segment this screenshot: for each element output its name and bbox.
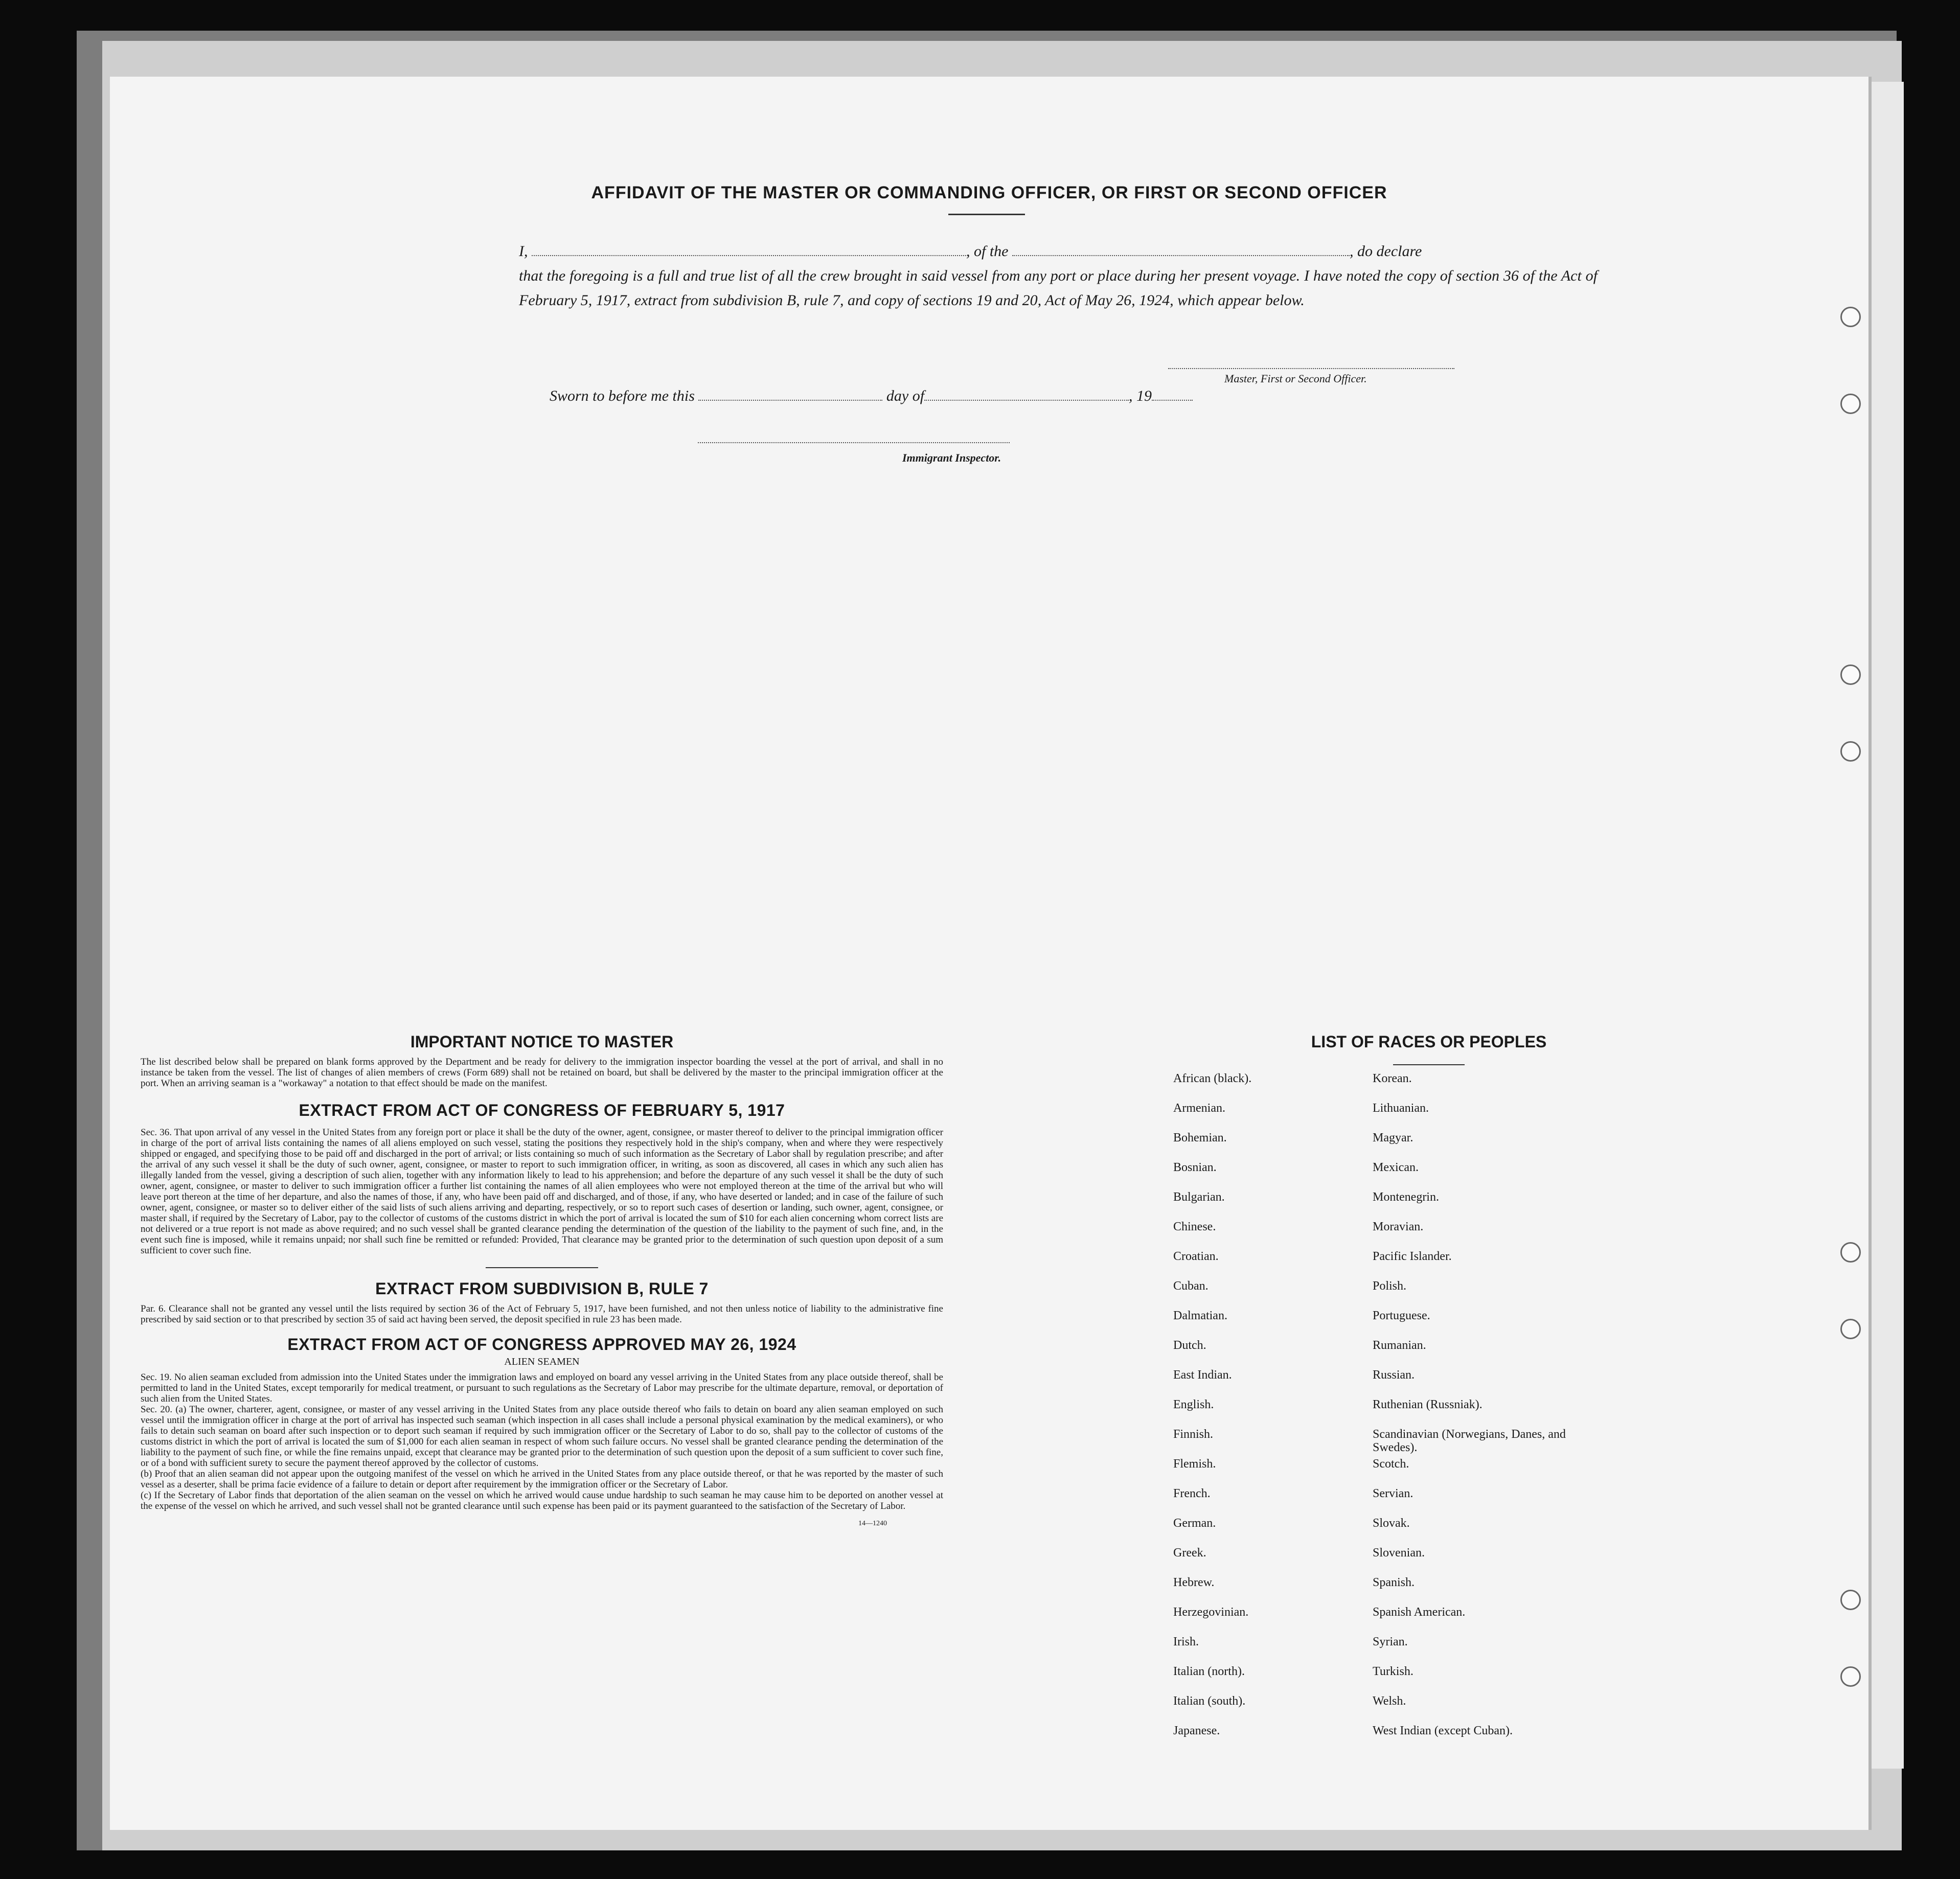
inspector-caption: Immigrant Inspector. bbox=[902, 451, 1001, 464]
i-label: I, bbox=[519, 243, 528, 260]
race-item: Irish. bbox=[1173, 1635, 1199, 1648]
race-item: Slovak. bbox=[1373, 1517, 1410, 1530]
punch-hole bbox=[1840, 394, 1861, 414]
race-item: Russian. bbox=[1373, 1368, 1415, 1382]
sworn-day-blank bbox=[698, 387, 882, 401]
extract-1924-sec20b: (b) Proof that an alien seaman did not appear upon the outgoing manifest of the vessel on which he arrived in the United States from any place outside thereof, or that he was reported by the master of such vessel as a deserter, shall be prima facie evidence of a failure to detain or deport after requirement by the immigration officer or the Secretary of Labor. bbox=[141, 1469, 943, 1490]
race-item: Montenegrin. bbox=[1373, 1190, 1439, 1204]
punch-hole bbox=[1840, 1242, 1861, 1263]
race-item: French. bbox=[1173, 1487, 1211, 1500]
race-item: Korean. bbox=[1373, 1072, 1412, 1085]
race-item: Dalmatian. bbox=[1173, 1309, 1227, 1322]
race-item: Spanish American. bbox=[1373, 1606, 1466, 1619]
race-item: Croatian. bbox=[1173, 1250, 1219, 1263]
race-item: Greek. bbox=[1173, 1546, 1206, 1560]
sworn-day-of: day of bbox=[886, 387, 925, 404]
affidavit-body bbox=[519, 239, 1598, 313]
extract-1924-title: EXTRACT FROM ACT OF CONGRESS APPROVED MAY 26, 1924 bbox=[287, 1335, 796, 1354]
race-item: Welsh. bbox=[1373, 1694, 1406, 1708]
punch-hole bbox=[1840, 1319, 1861, 1339]
affidavit-text: that the foregoing is a full and true list of all the crew brought in said vessel from any port or place during her present voyage. I have noted the copy of section 36 of the Act of February 5, 1917, extract from subdivision B, rule 7, and copy of sections 19 and 20, Act of May 26, 1924, which appear below. bbox=[519, 267, 1598, 309]
race-item: East Indian. bbox=[1173, 1368, 1232, 1382]
race-item: German. bbox=[1173, 1517, 1216, 1530]
affidavit-line-1 bbox=[519, 239, 1598, 264]
race-item: Scotch. bbox=[1373, 1457, 1409, 1471]
extract-1924-subtitle: ALIEN SEAMEN bbox=[504, 1356, 580, 1367]
race-item: Bohemian. bbox=[1173, 1131, 1227, 1144]
race-item: Finnish. bbox=[1173, 1428, 1214, 1441]
of-the-label: , of the bbox=[966, 243, 1009, 260]
extract-1917-body: Sec. 36. That upon arrival of any vessel in the United States from any foreign port or place it shall be the duty of the owner, agent, consignee, or master thereof to deliver to the principal immigration officer in charge of the port of arrival lists containing the names of all aliens employed on such vessel, stating the positions they respectively hold in the ship's company, when and where they were respectively shipped or engaged, and specifying those to be paid off and discharged in the port of arrival; or lists containing so much of such information as the Secretary of Labor shall by regulation prescribe; and after the arrival of any such vessel it shall be the duty of such owner, agent, consignee, or master to report to such immigration officer, in writing, as soon as discovered, all cases in which any such alien has illegally landed from the vessel, giving a description of such alien, together with any information likely to lead to his apprehension; and before the departure of any such vessel it shall be the duty of such owner, agent, consignee, or master to deliver to such immigration officer a further list containing the names of all alien employees who were not employed thereon at the time of the arrival but who will leave port thereon at the time of her departure, and also the names of those, if any, who have been paid off and discharged, and of those, if any, who have deserted or landed; and in case of the failure of such owner, agent, consignee, or master so to deliver either of the said lists of such aliens arriving and departing, respectively, or so to report such cases of desertion or landing, such owner, agent, consignee, or master shall, if required by the Secretary of Labor, pay to the collector of customs of the customs district in which the port of arrival is located the sum of $10 for each alien concerning whom correct lists are not delivered or a true report is not made as above required; and no such vessel shall be granted clearance pending the determination of the question of the liability to the payment of such fine, and, in the event such fine is imposed, while it remains unpaid; nor shall such fine be remitted or refunded: Provided, That clearance may be granted prior to the determination of such question upon deposit of a sum sufficient to cover such fine. bbox=[141, 1127, 943, 1256]
race-item: Mexican. bbox=[1373, 1161, 1419, 1174]
race-item: Cuban. bbox=[1173, 1279, 1209, 1293]
name-blank bbox=[532, 243, 966, 256]
race-item: Ruthenian (Russniak). bbox=[1373, 1398, 1483, 1411]
punch-hole bbox=[1840, 664, 1861, 685]
race-item: Magyar. bbox=[1373, 1131, 1414, 1144]
extract-1924-sec19: Sec. 19. No alien seaman excluded from admission into the United States under the immigration laws and employed on board any vessel arriving in the United States from any place outside thereof, shall be permitted to land in the United States, except temporarily for medical treatment, or pursuant to such regulations as the Secretary of Labor may prescribe for the ultimate departure, removal, or deportation of such alien from the United States. bbox=[141, 1372, 943, 1404]
race-item: Herzegovinian. bbox=[1173, 1606, 1249, 1619]
race-item: Turkish. bbox=[1373, 1665, 1414, 1678]
races-grid bbox=[1173, 1072, 1684, 1754]
race-item: West Indian (except Cuban). bbox=[1373, 1724, 1513, 1737]
title-rule bbox=[948, 214, 1025, 215]
race-item: Bosnian. bbox=[1173, 1161, 1217, 1174]
race-item: Bulgarian. bbox=[1173, 1190, 1225, 1204]
races-title: LIST OF RACES OR PEOPLES bbox=[1311, 1033, 1547, 1051]
inspector-signature-line bbox=[698, 442, 1010, 443]
sworn-line bbox=[550, 387, 1193, 405]
race-item: Slovenian. bbox=[1373, 1546, 1425, 1560]
master-caption: Master, First or Second Officer. bbox=[1224, 372, 1367, 385]
race-item: Chinese. bbox=[1173, 1220, 1216, 1233]
races-column-2 bbox=[1373, 1072, 1608, 1754]
vessel-blank bbox=[1012, 243, 1350, 256]
sworn-year-blank bbox=[1152, 387, 1193, 401]
races-title-rule bbox=[1393, 1064, 1465, 1065]
extract-1924-sec20c: (c) If the Secretary of Labor finds that deportation of the alien seaman on the vessel on which he arrived would cause undue hardship to such seaman he may cause him to be deported on another vessel at the expense of the vessel on which he arrived, and such vessel shall not be granted clearance until such expense has been paid or its payment guaranteed to the satisfaction of the Secretary of Labor. bbox=[141, 1490, 943, 1511]
document-page bbox=[110, 77, 1872, 1830]
punch-hole bbox=[1840, 741, 1861, 762]
race-item: Polish. bbox=[1373, 1279, 1407, 1293]
section-divider bbox=[486, 1267, 598, 1268]
extract-rule7-title: EXTRACT FROM SUBDIVISION B, RULE 7 bbox=[375, 1279, 709, 1298]
extract-rule7-body: Par. 6. Clearance shall not be granted any vessel until the lists required by section 36 of the Act of February 5, 1917, have been furnished, and not then unless notice of liability to the administrative fine prescribed by said section or to that prescribed by section 35 of said act having been served, the deposit specified in rule 23 has been made. bbox=[141, 1303, 943, 1325]
notice-column bbox=[141, 1033, 943, 1528]
notice-body: The list described below shall be prepared on blank forms approved by the Department and be ready for delivery to the immigration inspector boarding the vessel at the port of arrival, and shall in no instance be taken from the vessel. The list of changes of alien members of crews (Form 689) shall not be retained on board, but shall be delivered by the master to the principal immigration officer at the port. When an arriving seaman is a "workaway" a notation to that effect should be made on the manifest. bbox=[141, 1057, 943, 1089]
sworn-year: , 19 bbox=[1129, 387, 1152, 404]
race-item: Dutch. bbox=[1173, 1339, 1206, 1352]
do-declare-label: , do declare bbox=[1350, 243, 1422, 260]
form-number: 14—1240 bbox=[858, 1520, 887, 1527]
race-item: Lithuanian. bbox=[1373, 1102, 1429, 1115]
race-item: Hebrew. bbox=[1173, 1576, 1215, 1589]
race-item: Servian. bbox=[1373, 1487, 1414, 1500]
sworn-month-blank bbox=[924, 387, 1129, 401]
race-item: Rumanian. bbox=[1373, 1339, 1426, 1352]
race-item: Portuguese. bbox=[1373, 1309, 1430, 1322]
punch-hole bbox=[1840, 1666, 1861, 1687]
race-item: Italian (south). bbox=[1173, 1694, 1246, 1708]
race-item: Italian (north). bbox=[1173, 1665, 1245, 1678]
master-signature-line bbox=[1168, 368, 1454, 369]
race-item: Syrian. bbox=[1373, 1635, 1408, 1648]
affidavit-title: AFFIDAVIT OF THE MASTER OR COMMANDING OFFICER, OR FIRST OR SECOND OFFICER bbox=[591, 183, 1387, 202]
race-item: Scandinavian (Norwegians, Danes, and Swedes). bbox=[1373, 1428, 1566, 1454]
extract-1924-sec20a: Sec. 20. (a) The owner, charterer, agent, consignee, or master of any vessel arriving in the United States from any place outside thereof who fails to detain on board any alien seaman employed on such vessel until the immigration officer in charge at the port of arrival has inspected such seaman (which inspection in all cases shall include a personal physical examination by the medical examiners), or who fails to detain such seaman on board after such inspection or to deport such seaman if required by such immigration officer or the Secretary of Labor to do so, shall pay to the collector of customs of the customs district in which the port of arrival is located the sum of $1,000 for each alien seaman in respect of whom such failure occurs. No vessel shall be granted clearance pending the determination of the liability to the payment of such fine, or while the fine remains unpaid, except that clearance may be granted prior to the determination of such question upon the deposit of a sum sufficient to cover such fine, or of a bond with sufficient surety to secure the payment thereof approved by the collector of customs. bbox=[141, 1404, 943, 1469]
notice-title: IMPORTANT NOTICE TO MASTER bbox=[410, 1033, 674, 1051]
race-item: Spanish. bbox=[1373, 1576, 1415, 1589]
punch-hole bbox=[1840, 1590, 1861, 1610]
race-item: Japanese. bbox=[1173, 1724, 1220, 1737]
races-column-1 bbox=[1173, 1072, 1373, 1754]
race-item: African (black). bbox=[1173, 1072, 1252, 1085]
race-item: Moravian. bbox=[1373, 1220, 1424, 1233]
race-item: English. bbox=[1173, 1398, 1214, 1411]
punch-hole bbox=[1840, 307, 1861, 327]
race-item: Armenian. bbox=[1173, 1102, 1225, 1115]
race-item: Pacific Islander. bbox=[1373, 1250, 1452, 1263]
extract-1917-title: EXTRACT FROM ACT OF CONGRESS OF FEBRUARY 5, 1917 bbox=[299, 1101, 785, 1119]
race-item: Flemish. bbox=[1173, 1457, 1216, 1471]
sworn-prefix: Sworn to before me this bbox=[550, 387, 695, 404]
races-list bbox=[1173, 1033, 1684, 1754]
